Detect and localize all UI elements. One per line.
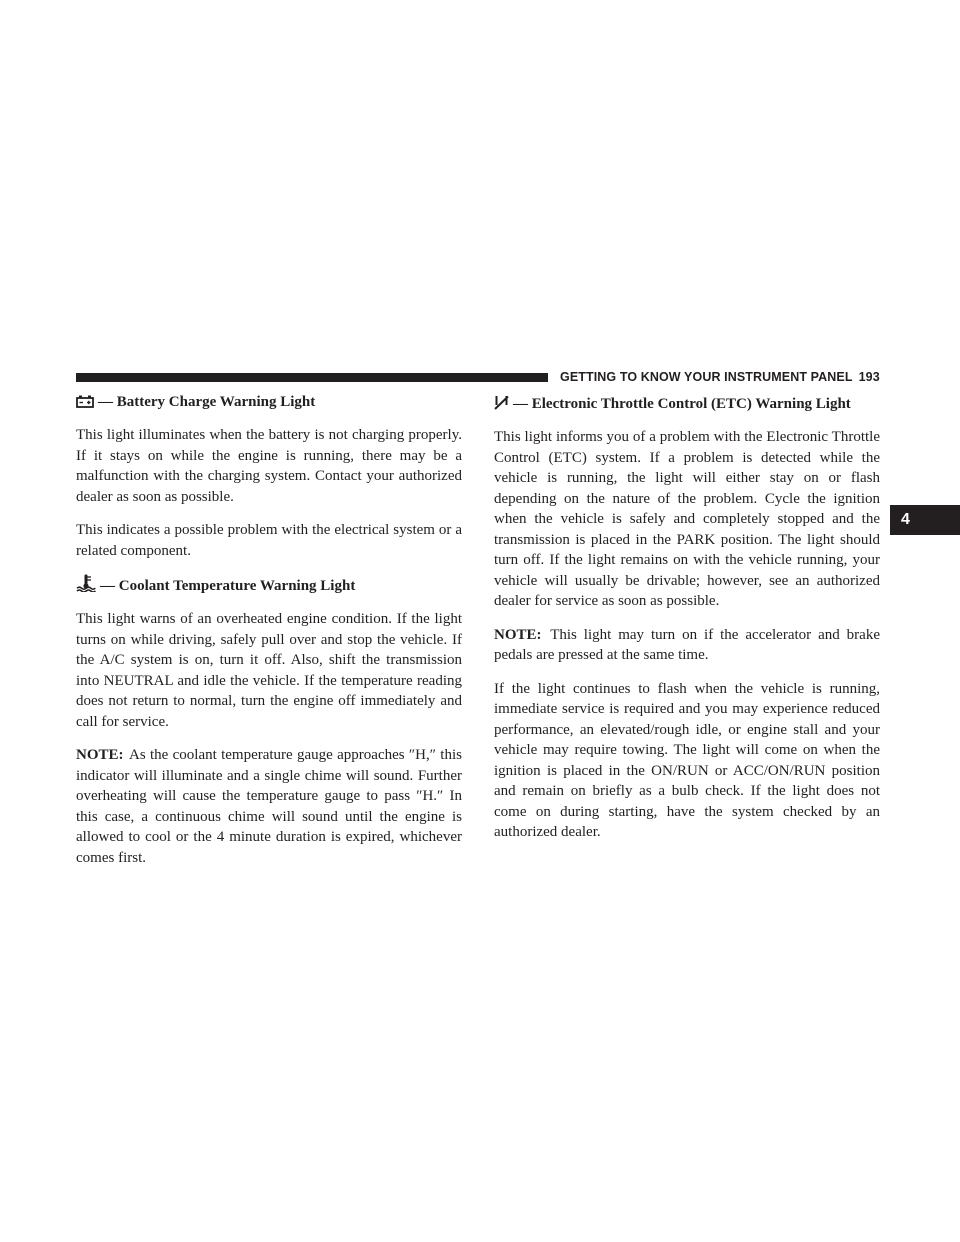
etc-note (494, 625, 880, 666)
left-column (76, 392, 462, 881)
etc-section-heading (494, 394, 880, 414)
coolant-paragraph-1: This light warns of an overheated engine condition. If the light turns on while driving, safely pull over and stop the vehicle. If the A/C system is on, turn it off. Also, shift the transmission into NEUTRAL and idle the vehicle. If the temperature reading does not return to normal, turn the engine off immediately and call for service. (76, 611, 462, 730)
running-header (560, 370, 880, 384)
note-label: NOTE: (494, 626, 542, 643)
coolant-section-heading (76, 574, 462, 596)
etc-paragraph-2: If the light continues to flash when the vehicle is running, immediate service is required and you may experience reduced performance, an elevated/rough idle, or engine stall and your vehicle may require towing. The light will come on when the ignition is placed in the ON/RUN or ACC/ON/RUN position and remain on briefly as a bulb check. If the light does not come on during starting, have the system checked by an authorized dealer. (494, 680, 880, 840)
coolant-note (76, 745, 462, 868)
header-rule (76, 373, 548, 382)
battery-icon (76, 395, 94, 408)
header-title: GETTING TO KNOW YOUR INSTRUMENT PANEL (560, 370, 853, 384)
battery-heading-text: — Battery Charge Warning Light (98, 394, 316, 410)
page-number: 193 (858, 370, 880, 384)
etc-paragraph-1: This light informs you of a problem with the Electronic Throttle Control (ETC) system. If a problem is detected while the vehicle is running, the light will either stay on or flash depending on the nature of the problem. Cycle the ignition when the vehicle is safely and completely stopped and the transmission is placed in the PARK position. The light should turn off. If the light remains on with the vehicle running, your vehicle will usually be drivable; however, see an authorized dealer for service as soon as possible. (494, 429, 880, 609)
etc-heading-text: — Electronic Throttle Control (ETC) Warning Light (513, 396, 851, 412)
throttle-control-icon (494, 395, 509, 410)
etc-note-text: This light may turn on if the accelerator and brake pedals are pressed at the same time. (494, 626, 880, 663)
battery-paragraph-1: This light illuminates when the battery is not charging properly. If it stays on while the engine is running, there may be a malfunction with the charging system. Contact your authorized dealer as soon as possible. (76, 427, 462, 505)
battery-paragraph-2: This indicates a possible problem with the electrical system or a related component. (76, 522, 462, 559)
right-column (494, 394, 880, 856)
chapter-tab: 4 (890, 505, 960, 535)
battery-section-heading (76, 392, 462, 412)
coolant-heading-text: — Coolant Temperature Warning Light (100, 578, 356, 594)
note-label: NOTE: (76, 747, 124, 763)
coolant-temperature-icon (76, 574, 96, 592)
coolant-note-text: As the coolant temperature gauge approaches ″H,″ this indicator will illuminate and a single chime will sound. Further overheating will cause the temperature gauge to pass ″H.″ In this case, a continuous chime will sound until the engine is allowed to cool or the 4 minute duration is expired, whichever comes first. (76, 747, 462, 866)
